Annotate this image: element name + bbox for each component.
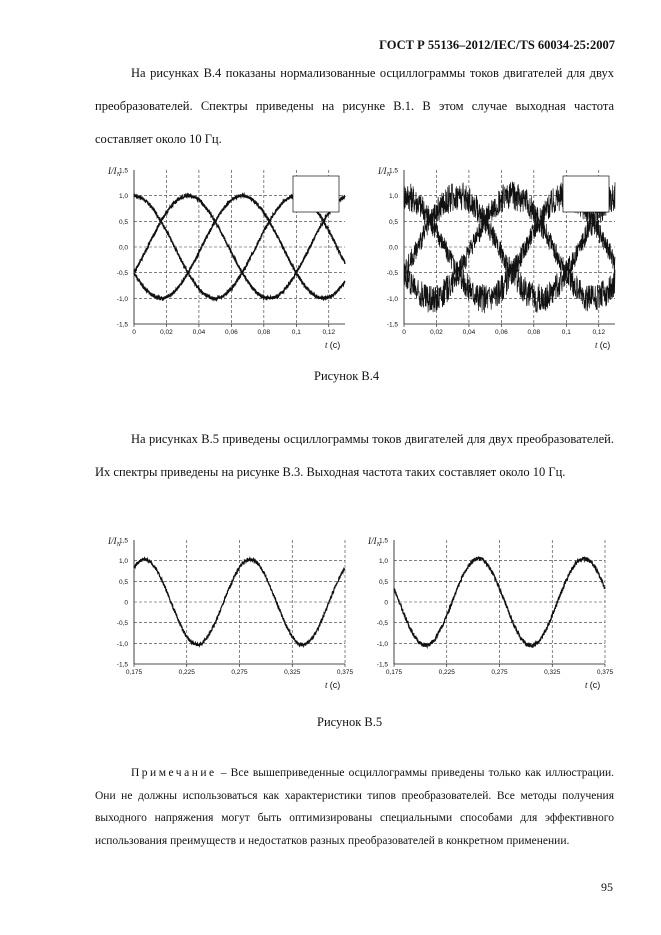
x-tick-label: 0,225 bbox=[178, 669, 195, 676]
y-tick-label: 0,5 bbox=[118, 218, 128, 226]
figure-caption-b4: Рисунок В.4 bbox=[314, 369, 380, 383]
document-header: ГОСТ Р 55136–2012/IEC/TS 60034-25:2007 bbox=[379, 38, 615, 52]
y-tick-label: 1,0 bbox=[388, 193, 398, 201]
y-axis-label: $I/I_N$ bbox=[108, 536, 121, 548]
y-tick-label: 1,5 bbox=[118, 167, 128, 175]
paragraph-1: На рисунках В.4 показаны нормализованные осциллограммы токов двигателей для двух преобразователей. Спектры приведены на рисунке В.1. В этом случае выходная частота составляет около 10 Гц. bbox=[95, 66, 614, 146]
y-axis-label: $I/I_N$ bbox=[368, 536, 381, 548]
x-tick-label: 0,08 bbox=[257, 329, 271, 336]
y-tick-label: -1,5 bbox=[116, 661, 128, 669]
legend-box bbox=[563, 176, 609, 212]
y-tick-label: -0,5 bbox=[116, 270, 128, 278]
x-tick-label: 0 bbox=[132, 329, 136, 336]
x-tick-label: 0,175 bbox=[385, 669, 403, 676]
y-tick-label: -1,0 bbox=[376, 640, 388, 648]
x-axis-label: t (c) bbox=[325, 680, 341, 690]
note-block bbox=[95, 762, 614, 852]
y-tick-label: -0,5 bbox=[116, 620, 128, 628]
y-tick-label: -1,5 bbox=[386, 321, 398, 329]
legend-box bbox=[293, 176, 339, 212]
y-tick-label: 1,5 bbox=[118, 537, 128, 545]
y-tick-label: -1,5 bbox=[116, 321, 128, 329]
y-tick-label: 1,5 bbox=[378, 537, 388, 545]
y-tick-label: 0,5 bbox=[378, 578, 388, 586]
x-tick-label: 0,1 bbox=[291, 329, 301, 336]
page-number: 95 bbox=[601, 880, 613, 894]
note-text: – Все вышеприведенные осциллограммы приведены только как иллюстрации. Они не должны использоваться как характеристики типов преобразователей. Все методы получения выходного напряжения могут быть оптимизированы специальными способами для эффективного использования преимуществ и недостатков разных преобразователей в конкретном применении. bbox=[95, 767, 614, 847]
y-tick-label: 0,0 bbox=[388, 244, 398, 252]
y-tick-label: 0,5 bbox=[118, 578, 128, 586]
figure-caption-b5: Рисунок В.5 bbox=[317, 715, 383, 729]
y-tick-label: 1,0 bbox=[378, 558, 388, 566]
x-tick-label: 0,175 bbox=[125, 669, 143, 676]
x-tick-label: 0,12 bbox=[322, 329, 336, 336]
y-tick-label: 1,5 bbox=[388, 167, 398, 175]
y-tick-label: -1,0 bbox=[116, 295, 128, 303]
y-tick-label: 0,0 bbox=[118, 244, 128, 252]
note-label: Примечание bbox=[131, 767, 217, 779]
x-tick-label: 0,225 bbox=[438, 669, 455, 676]
x-tick-label: 0,375 bbox=[596, 669, 614, 676]
x-tick-label: 0,02 bbox=[430, 329, 443, 336]
y-tick-label: -1,0 bbox=[386, 295, 398, 303]
x-tick-label: 0,04 bbox=[192, 329, 206, 336]
x-axis-label: t (c) bbox=[325, 340, 341, 350]
x-tick-label: 0,12 bbox=[592, 329, 606, 336]
y-tick-label: 0 bbox=[384, 599, 388, 607]
x-tick-label: 0,1 bbox=[561, 329, 571, 336]
x-tick-label: 0,275 bbox=[491, 669, 508, 676]
x-tick-label: 0 bbox=[402, 329, 406, 336]
y-tick-label: 1,0 bbox=[118, 193, 128, 201]
y-axis-label: $I/I_N$ bbox=[108, 166, 121, 178]
y-tick-label: -1,5 bbox=[376, 661, 388, 669]
paragraph-2: На рисунках В.5 приведены осциллограммы токов двигателей для двух преобразователей. Их спектры приведены на рисунке В.3. Выходная частота таких составляет около 10 Гц. bbox=[95, 432, 614, 479]
x-tick-label: 0,02 bbox=[160, 329, 173, 336]
y-tick-label: -1,0 bbox=[116, 640, 128, 648]
x-tick-label: 0,06 bbox=[495, 329, 508, 336]
x-axis-label: t (c) bbox=[585, 680, 601, 690]
chart-b5-left bbox=[90, 530, 355, 700]
y-axis-label: $I/I_N$ bbox=[378, 166, 391, 178]
x-tick-label: 0,275 bbox=[231, 669, 248, 676]
y-tick-label: -0,5 bbox=[386, 270, 398, 278]
x-axis-label: t (c) bbox=[595, 340, 611, 350]
x-tick-label: 0,375 bbox=[336, 669, 354, 676]
chart-b4-right bbox=[360, 158, 625, 358]
chart-b4-left bbox=[90, 158, 355, 358]
x-tick-label: 0,08 bbox=[527, 329, 541, 336]
y-tick-label: 0,5 bbox=[388, 218, 398, 226]
chart-b5-right bbox=[350, 530, 615, 700]
y-tick-label: 0 bbox=[124, 599, 128, 607]
x-tick-label: 0,325 bbox=[284, 669, 301, 676]
x-tick-label: 0,325 bbox=[544, 669, 561, 676]
x-tick-label: 0,06 bbox=[225, 329, 238, 336]
y-tick-label: -0,5 bbox=[376, 620, 388, 628]
y-tick-label: 1,0 bbox=[118, 558, 128, 566]
x-tick-label: 0,04 bbox=[462, 329, 476, 336]
